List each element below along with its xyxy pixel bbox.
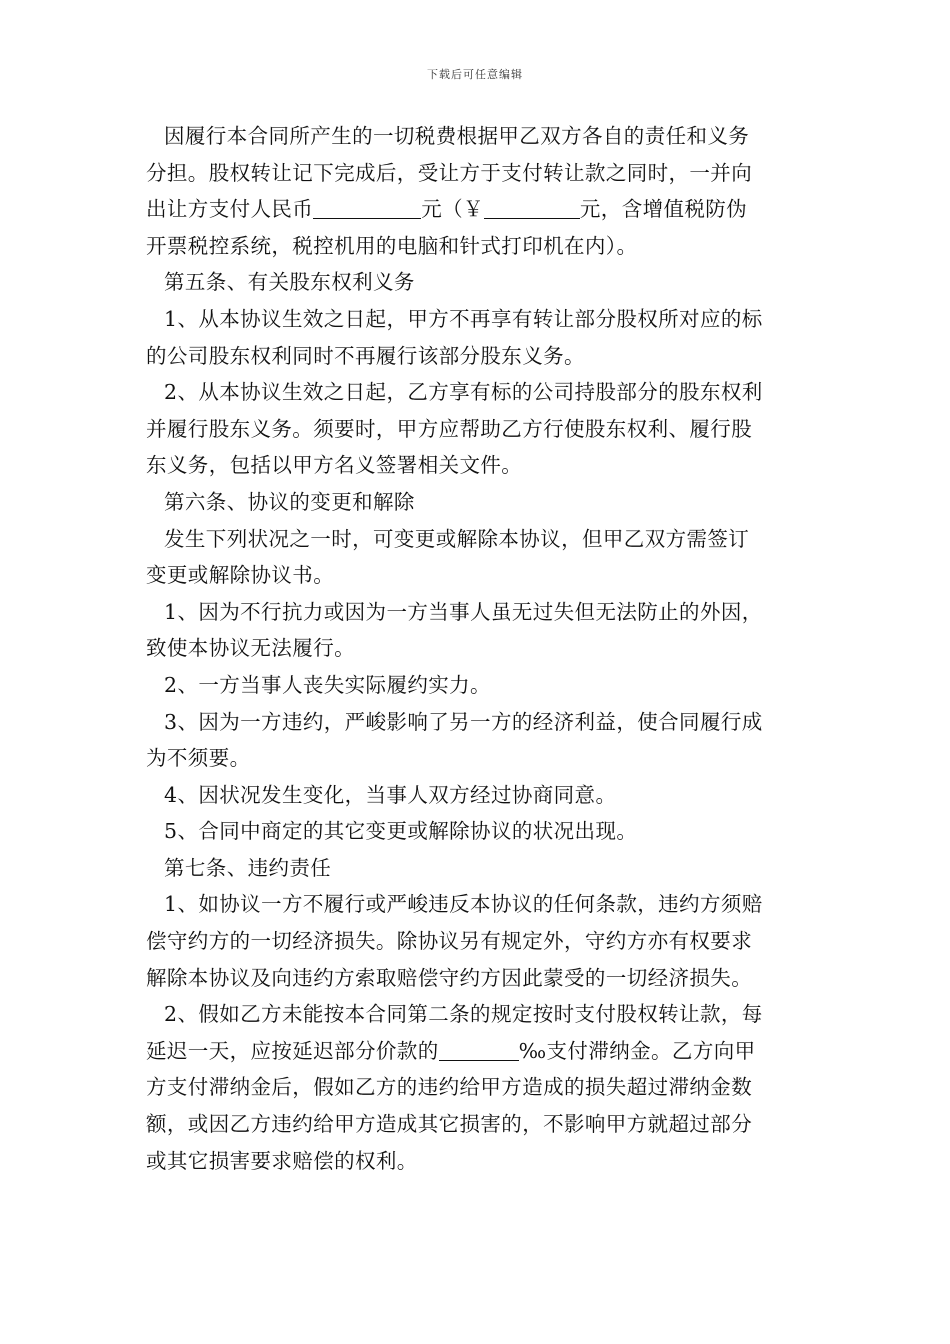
paragraph-line: 1、从本协议生效之日起，甲方不再享有转让部分股权所对应的标 — [164, 306, 763, 331]
paragraph-line: 为不须要。 — [146, 746, 251, 771]
paragraph-line: 并履行股东义务。须要时，甲方应帮助乙方行使股东权利、履行股 — [146, 416, 753, 441]
section-heading: 第六条、协议的变更和解除 — [164, 489, 415, 514]
document-body — [146, 118, 808, 1179]
paragraph-line: 开票税控系统，税控机用的电脑和针式打印机在内）。 — [146, 233, 638, 258]
paragraph-line: 3、因为一方违约，严峻影响了另一方的经济利益，使合同履行成 — [164, 709, 763, 734]
section-heading: 第七条、违约责任 — [164, 855, 332, 880]
paragraph-line: 1、因为不行抗力或因为一方当事人虽无过失但无法防止的外因， — [164, 599, 763, 624]
text-segment: 出让方支付人民币 — [146, 197, 314, 222]
paragraph-line: 发生下列状况之一时，可变更或解除本协议，但甲乙双方需签订 — [164, 526, 750, 551]
paragraph-line: 额，或因乙方违约给甲方造成其它损害的，不影响甲方就超过部分 — [146, 1112, 753, 1137]
paragraph-line — [146, 1033, 808, 1070]
paragraph-line: 2、从本协议生效之日起，乙方享有标的公司持股部分的股东权利 — [164, 380, 763, 405]
blank-field-penalty-rate — [439, 1038, 519, 1061]
section-heading: 第五条、有关股东权利义务 — [164, 270, 415, 295]
blank-field-amount-figures — [484, 196, 580, 219]
paragraph-line: 解除本协议及向违约方索取赔偿守约方因此蒙受的一切经济损失。 — [146, 965, 753, 990]
paragraph-line: 1、如协议一方不履行或严峻违反本协议的任何条款，违约方须赔 — [164, 892, 763, 917]
paragraph-line — [146, 191, 808, 228]
paragraph-line: 因履行本合同所产生的一切税费根据甲乙双方各自的责任和义务 — [164, 124, 750, 148]
text-segment: 延迟一天，应按延迟部分价款的 — [146, 1038, 439, 1063]
paragraph-line: 2、一方当事人丧失实际履约实力。 — [164, 672, 491, 697]
paragraph-line: 5、合同中商定的其它变更或解除协议的状况出现。 — [164, 819, 638, 844]
paragraph-line: 分担。股权转让记下完成后，受让方于支付转让款之同时，一并向 — [146, 160, 753, 185]
paragraph-line: 的公司股东权利同时不再履行该部分股东义务。 — [146, 343, 585, 368]
paragraph-line: 变更或解除协议书。 — [146, 563, 335, 588]
paragraph-line: 致使本协议无法履行。 — [146, 636, 355, 661]
blank-field-amount-words — [313, 196, 421, 219]
paragraph-line: 东义务，包括以甲方名义签署相关文件。 — [146, 453, 523, 478]
paragraph-line: 方支付滞纳金后，假如乙方的违约给甲方造成的损失超过滞纳金数 — [146, 1075, 753, 1100]
paragraph-line: 2、假如乙方未能按本合同第二条的规定按时支付股权转让款，每 — [164, 1002, 763, 1027]
paragraph-line: 偿守约方的一切经济损失。除协议另有规定外，守约方亦有权要求 — [146, 929, 753, 954]
paragraph-line: 或其它损害要求赔偿的权利。 — [146, 1148, 418, 1173]
page-header: 下载后可任意编辑 — [427, 68, 523, 81]
text-segment: 元（￥ — [421, 197, 484, 222]
text-segment: 元，含增值税防伪 — [579, 197, 748, 222]
paragraph-line: 4、因状况发生变化，当事人双方经过协商同意。 — [164, 782, 617, 807]
text-segment: ‰支付滞纳金。乙方向甲 — [518, 1038, 756, 1063]
